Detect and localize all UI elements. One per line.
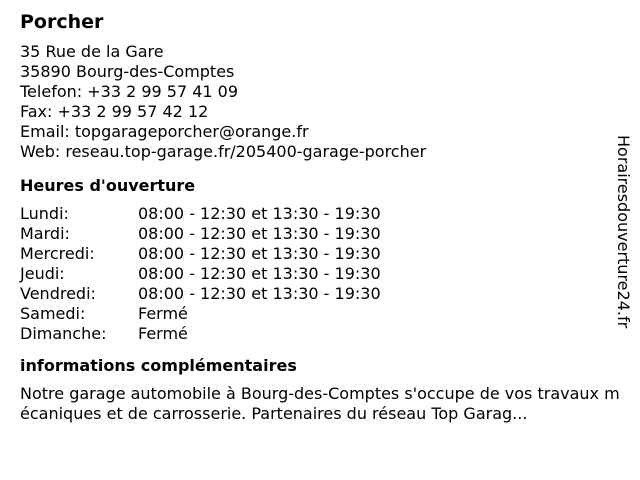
day-hours: 08:00 - 12:30 et 13:30 - 19:30	[138, 224, 381, 243]
day-label: Jeudi:	[20, 264, 65, 283]
hours-row-monday	[20, 204, 610, 224]
hours-row-saturday	[20, 304, 610, 324]
day-label: Dimanche:	[20, 324, 107, 343]
day-hours: 08:00 - 12:30 et 13:30 - 19:30	[138, 264, 381, 283]
address-line-2: 35890 Bourg-des-Comptes	[20, 62, 235, 81]
day-label: Samedi:	[20, 304, 86, 323]
opening-hours-table	[20, 204, 610, 344]
day-hours: 08:00 - 12:30 et 13:30 - 19:30	[138, 204, 381, 223]
day-hours: 08:00 - 12:30 et 13:30 - 19:30	[138, 284, 381, 303]
hours-row-sunday	[20, 324, 610, 344]
info-heading: informations complémentaires	[20, 356, 297, 375]
email-address: Email: topgarageporcher@orange.fr	[20, 122, 309, 141]
side-brand-watermark: Horairesdouverture24.fr	[614, 135, 633, 329]
phone-number: Telefon: +33 2 99 57 41 09	[20, 82, 239, 101]
hours-row-thursday	[20, 264, 610, 284]
day-label: Mercredi:	[20, 244, 95, 263]
fax-number: Fax: +33 2 99 57 42 12	[20, 102, 209, 121]
hours-row-wednesday	[20, 244, 610, 264]
day-hours: Fermé	[138, 304, 188, 323]
hours-row-friday	[20, 284, 610, 304]
hours-row-tuesday	[20, 224, 610, 244]
info-description: Notre garage automobile à Bourg-des-Comptes s'occupe de vos travaux mécaniques et de carrosserie. Partenaires du réseau Top Garag...	[20, 384, 620, 423]
day-label: Lundi:	[20, 204, 69, 223]
business-card	[20, 10, 620, 424]
business-name: Porcher	[20, 11, 104, 33]
day-hours: Fermé	[138, 324, 188, 343]
address-line-1: 35 Rue de la Gare	[20, 42, 164, 61]
day-hours: 08:00 - 12:30 et 13:30 - 19:30	[138, 244, 381, 263]
hours-heading: Heures d'ouverture	[20, 176, 196, 195]
website-url: Web: reseau.top-garage.fr/205400-garage-porcher	[20, 142, 427, 161]
day-label: Mardi:	[20, 224, 70, 243]
day-label: Vendredi:	[20, 284, 96, 303]
